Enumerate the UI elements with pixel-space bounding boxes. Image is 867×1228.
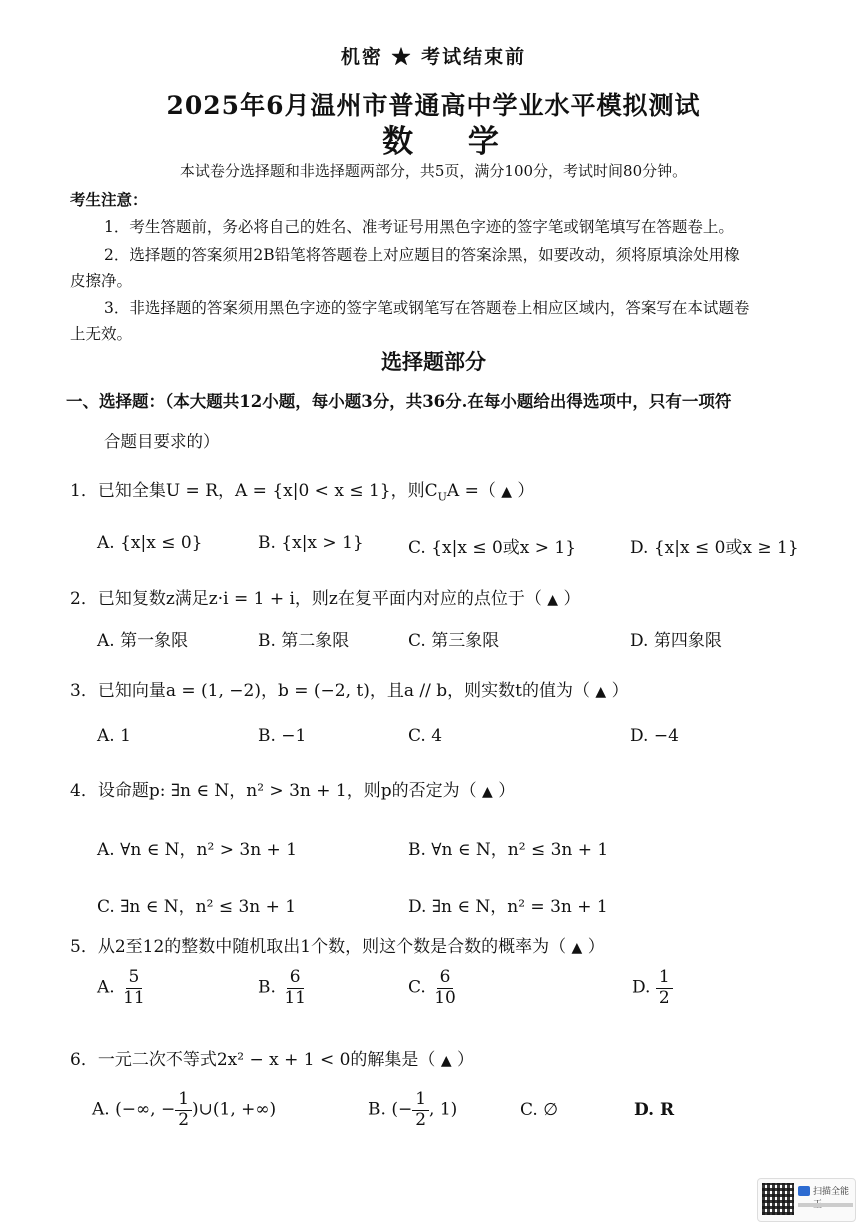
- question-6-option-b: [368, 1090, 457, 1130]
- interval-end: , 1): [429, 1099, 458, 1120]
- question-6-option-d: [634, 1100, 674, 1120]
- fraction: [431, 968, 459, 1008]
- question-1-option-b: B. {x|x > 1}: [258, 533, 364, 553]
- question-1-text: 1．已知全集U = R，A = {x|0 < x ≤ 1}，则C: [70, 481, 438, 501]
- question-3-option-b: B. −1: [258, 726, 307, 746]
- part-one-instructions: [66, 388, 731, 412]
- question-3-stem: [70, 676, 629, 701]
- denominator: 10: [434, 987, 456, 1008]
- interval-start: (−∞, −: [115, 1099, 176, 1120]
- question-5-option-d: [632, 968, 673, 1008]
- question-4-stem: [70, 776, 515, 801]
- question-1-option-d: D. {x|x ≤ 0或x ≥ 1}: [630, 538, 799, 558]
- question-4-text: 4．设命题p: ∃n ∈ N，n² > 3n + 1，则p的否定为（: [70, 781, 477, 801]
- answer-marker: ▲: [571, 940, 583, 956]
- interval-end: )∪(1, +∞): [192, 1099, 277, 1120]
- denominator: 2: [415, 1109, 427, 1130]
- numerator: 6: [437, 968, 454, 989]
- question-1-subscript: U: [437, 490, 447, 504]
- notice-item-3-cont: 上无效。: [70, 325, 133, 343]
- qr-code-icon: [762, 1183, 794, 1215]
- notice-item-2-cont: 皮擦净。: [70, 272, 133, 290]
- question-3-option-d: D. −4: [630, 726, 679, 746]
- fraction: [175, 1090, 192, 1130]
- watermark-text: 扫描全能: [813, 1187, 850, 1197]
- option-label: D.: [632, 977, 651, 998]
- question-2-stem: [70, 584, 580, 609]
- part-one-text: 一、选择题：（本大题共12小题，每小题3分，共36分.在每小题给出得选项中，只有一项符: [66, 392, 732, 411]
- option-text: R: [659, 1100, 675, 1120]
- option-label: D.: [634, 1100, 655, 1120]
- close-paren: ）: [457, 1050, 475, 1070]
- answer-marker: ▲: [595, 684, 607, 700]
- question-6-stem: [70, 1045, 474, 1070]
- option-label: A.: [97, 977, 115, 998]
- confidential-label: 机密 ★ 考试结束前: [340, 46, 527, 68]
- option-label: C.: [408, 977, 426, 998]
- numerator: 1: [175, 1090, 192, 1111]
- question-1-option-c: C. {x|x ≤ 0或x > 1}: [408, 538, 577, 558]
- close-paren: ）: [563, 589, 581, 609]
- option-label: C.: [520, 1100, 538, 1120]
- option-label: B.: [258, 977, 276, 998]
- denominator: 11: [284, 987, 306, 1008]
- numerator: 5: [126, 968, 143, 989]
- close-paren: ）: [517, 481, 535, 501]
- scanner-logo-icon: [798, 1186, 810, 1196]
- denominator: 2: [178, 1109, 190, 1130]
- notice-item-2: 2．选择题的答案须用2B铅笔将答题卷上对应题目的答案涂黑，如要改动，须将原填涂处用橡: [104, 246, 740, 264]
- numerator: 1: [412, 1090, 429, 1111]
- exam-intro: 本试卷分选择题和非选择题两部分，共5页，满分100分，考试时间80分钟。: [179, 162, 688, 180]
- question-2-text: 2．已知复数z满足z·i = 1 + i，则z在复平面内对应的点位于（: [70, 589, 542, 609]
- notice-item-3: 3．非选择题的答案须用黑色字迹的签字笔或钢笔写在答题卷上相应区域内，答案写在本试题卷: [104, 299, 750, 317]
- fraction: [656, 968, 673, 1008]
- numerator: 1: [656, 968, 673, 989]
- question-6-text: 6．一元二次不等式2x² − x + 1 < 0的解集是（: [70, 1050, 436, 1070]
- question-5-option-b: [258, 968, 309, 1008]
- section-title: 选择题部分: [381, 349, 486, 374]
- question-5-stem: [70, 932, 605, 957]
- interval-start: (−: [391, 1099, 413, 1120]
- question-1-text-tail: A =（: [446, 481, 496, 501]
- subject-title: 数 学: [382, 124, 521, 160]
- question-5-option-c: [408, 968, 459, 1008]
- denominator: 2: [658, 987, 670, 1008]
- fraction: [412, 1090, 429, 1130]
- question-4-option-c: C. ∃n ∈ N，n² ≤ 3n + 1: [97, 897, 297, 917]
- close-paren: ）: [498, 781, 516, 801]
- question-2-option-a: A. 第一象限: [97, 631, 189, 651]
- watermark-subtext-bar: [798, 1203, 853, 1207]
- question-1-stem: [70, 476, 534, 503]
- notice-item-1: 1．考生答题前，务必将自己的姓名、准考证号用黑色字迹的签字笔或钢笔填写在答题卷上。: [104, 218, 734, 236]
- option-label: A.: [92, 1099, 110, 1120]
- question-4-option-b: B. ∀n ∈ N，n² ≤ 3n + 1: [408, 840, 609, 860]
- question-6-option-a: [92, 1090, 276, 1130]
- close-paren: ）: [587, 937, 605, 957]
- question-4-option-a: A. ∀n ∈ N，n² > 3n + 1: [97, 840, 298, 860]
- question-5-text: 5．从2至12的整数中随机取出1个数，则这个数是合数的概率为（: [70, 937, 567, 957]
- scanner-watermark: [757, 1178, 856, 1222]
- option-text: ∅: [543, 1100, 559, 1120]
- question-3-option-a: A. 1: [97, 726, 131, 746]
- question-6-option-c: [520, 1100, 558, 1120]
- notice-heading: 考生注意：: [70, 190, 148, 209]
- option-label: B.: [368, 1099, 386, 1120]
- answer-marker: ▲: [501, 484, 513, 500]
- answer-marker: ▲: [482, 784, 493, 800]
- denominator: 11: [123, 987, 145, 1008]
- exam-title: 2025年6月温州市普通高中学业水平模拟测试: [166, 91, 701, 120]
- fraction: [120, 968, 148, 1008]
- numerator: 6: [287, 968, 304, 989]
- question-3-text: 3．已知向量a = (1, −2)，b = (−2, t)，且a // b，则实数t的值为（: [70, 681, 590, 701]
- answer-marker: ▲: [547, 592, 559, 608]
- fraction: [281, 968, 309, 1008]
- question-2-option-d: D. 第四象限: [630, 631, 722, 651]
- question-4-option-d: D. ∃n ∈ N，n² = 3n + 1: [408, 897, 608, 917]
- question-3-option-c: C. 4: [408, 726, 443, 746]
- question-2-option-b: B. 第二象限: [258, 631, 350, 651]
- question-5-option-a: [97, 968, 148, 1008]
- part-one-instructions-cont: 合题目要求的）: [104, 432, 220, 451]
- question-2-option-c: C. 第三象限: [408, 631, 500, 651]
- answer-marker: ▲: [440, 1053, 452, 1069]
- question-1-option-a: A. {x|x ≤ 0}: [97, 533, 203, 553]
- close-paren: ）: [611, 681, 629, 701]
